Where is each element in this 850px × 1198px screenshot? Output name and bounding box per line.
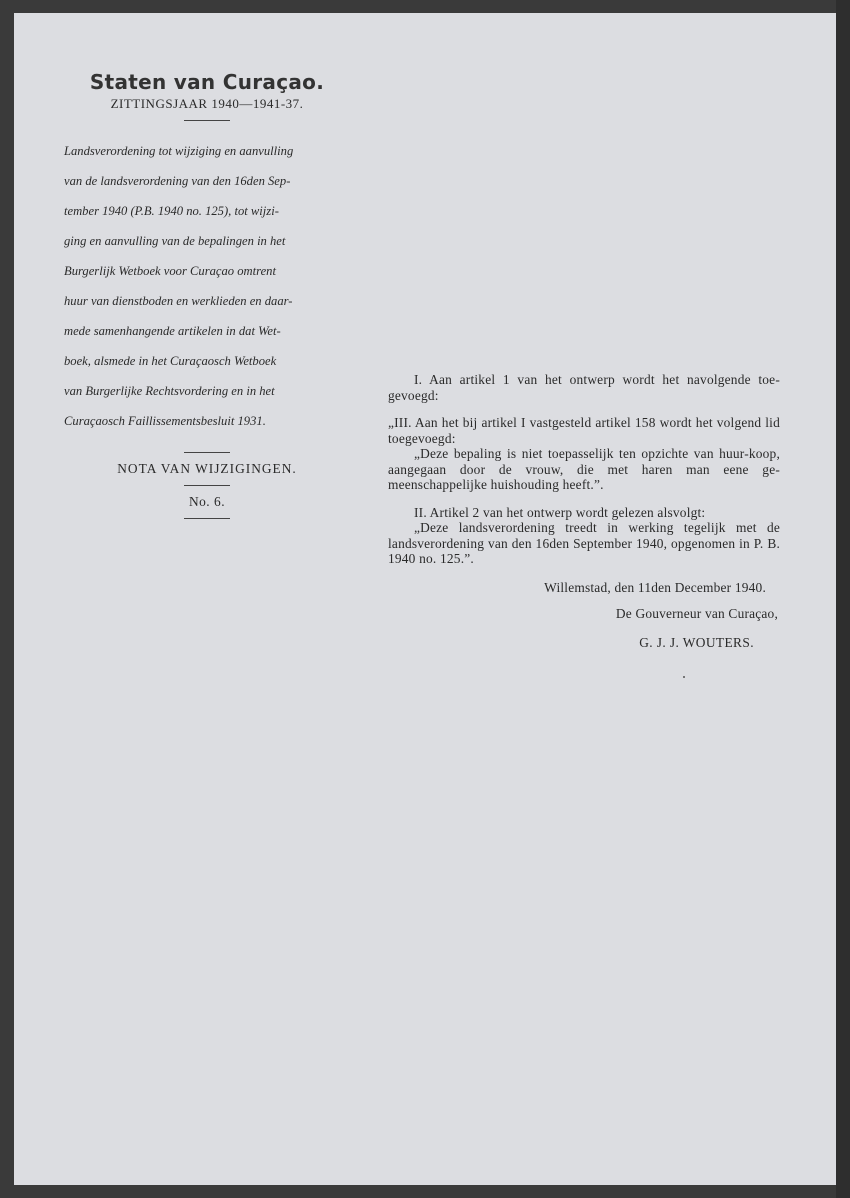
body-text bbox=[388, 372, 780, 650]
place-date: Willemstad, den 11den December 1940. bbox=[544, 579, 766, 595]
subject-line: Curaçaosch Faillissementsbesluit 1931. bbox=[64, 414, 266, 428]
subject-text bbox=[64, 129, 354, 444]
paragraph-quote-1: „Deze bepaling is niet toepasselijk ten opzichte van huur-koop, aangegaan door de vrouw, die met haren man eene ge-meenschappelijke huishouding heeft.”. bbox=[388, 446, 780, 492]
scan-border bbox=[836, 0, 850, 1198]
paragraph-quote-2: „Deze landsverordening treedt in werking tegelijk met de landsverordening van den 16den September 1940, opgenomen in P. B. 1940 no. 125.”. bbox=[388, 520, 780, 566]
signature-name: G. J. J. WOUTERS. bbox=[639, 634, 754, 650]
divider bbox=[184, 518, 230, 519]
paragraph-article-2: II. Artikel 2 van het ontwerp wordt gelezen alsvolgt: bbox=[414, 504, 706, 520]
document-type: NOTA VAN WIJZIGINGEN. bbox=[117, 461, 297, 476]
document-number: No. 6. bbox=[188, 494, 226, 509]
subject-line: mede samenhangende artikelen in dat Wet- bbox=[64, 324, 281, 338]
page-title: Staten van Curaçao. bbox=[89, 70, 325, 94]
session-year: ZITTINGSJAAR 1940—1941-37. bbox=[110, 96, 304, 111]
header-block bbox=[50, 70, 364, 527]
subject-line: van de landsverordening van den 16den Sep- bbox=[64, 174, 291, 188]
subject-line: huur van dienstboden en werklieden en daar- bbox=[64, 294, 293, 308]
subject-line: tember 1940 (P.B. 1940 no. 125), tot wijzi- bbox=[64, 204, 279, 218]
ink-speck bbox=[683, 676, 685, 678]
subject-line: boek, alsmede in het Curaçaosch Wetboek bbox=[64, 354, 277, 368]
subject-line: ging en aanvulling van de bepalingen in het bbox=[64, 234, 286, 248]
subject-line: Landsverordening tot wijziging en aanvulling bbox=[64, 144, 294, 158]
divider bbox=[184, 485, 230, 486]
divider bbox=[184, 120, 230, 121]
divider bbox=[184, 452, 230, 453]
subject-line: van Burgerlijke Rechtsvordering en in het bbox=[64, 384, 275, 398]
subject-line: Burgerlijk Wetboek voor Curaçao omtrent bbox=[64, 264, 276, 278]
paragraph-article-1: I. Aan artikel 1 van het ontwerp wordt het navolgende toe-gevoegd: bbox=[388, 372, 780, 403]
governor-title: De Gouverneur van Curaçao, bbox=[615, 606, 778, 621]
paragraph-iii: „III. Aan het bij artikel I vastgesteld artikel 158 wordt het volgend lid toegevoegd: bbox=[388, 415, 780, 446]
